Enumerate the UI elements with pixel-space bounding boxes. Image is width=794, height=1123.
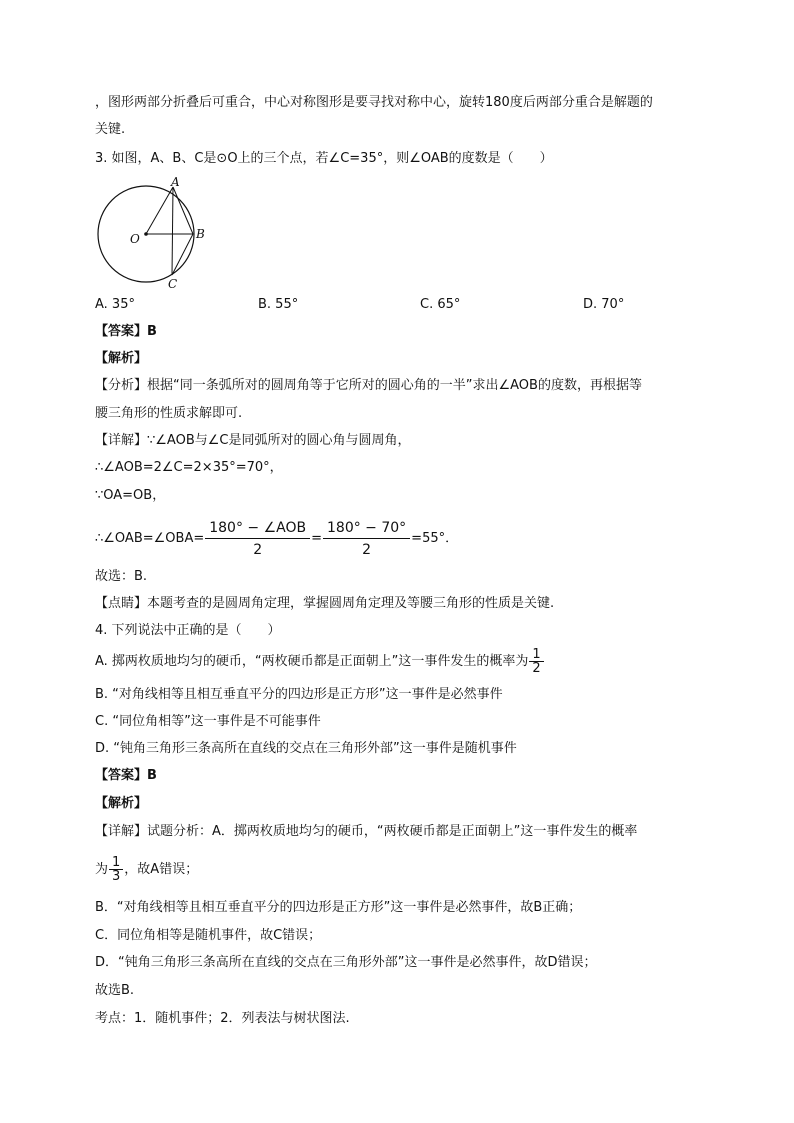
- q4-option-b: B. “对角线相等且相互垂直平分的四边形是正方形”这一事件是必然事件: [95, 687, 503, 702]
- q3-fraction-2-numerator: 180° − 70°: [323, 521, 410, 539]
- q3-fraction-1-denominator: 2: [253, 541, 263, 558]
- segment-ab: [173, 187, 193, 234]
- q3-stem: 3. 如图，A、B、C是⊙O上的三个点，若∠C=35°，则∠OAB的度数是（ ）: [95, 151, 553, 166]
- segment-ac: [172, 187, 173, 275]
- q3-choice: 故选：B.: [95, 569, 148, 584]
- q3-equals: =: [311, 531, 322, 546]
- continuation-line-1: ，图形两部分折叠后可重合，中心对称图形是要寻找对称中心，旋转180度后两部分重合是解题的: [95, 95, 653, 110]
- q4-detail-2-numerator: 1: [109, 856, 123, 870]
- q3-fraction-1-numerator: 180° − ∠AOB: [205, 521, 310, 539]
- q4-detail-line-3: B．“对角线相等且相互垂直平分的四边形是正方形”这一事件是必然事件，故B正确；: [95, 900, 582, 915]
- q3-fraction-1: [205, 521, 310, 557]
- q3-fenxi-line-1: 【分析】根据“同一条弧所对的圆周角等于它所对的圆心角的一半”求出∠AOB的度数，再根据等: [95, 378, 642, 393]
- q4-option-a: [95, 646, 545, 678]
- label-o: O: [130, 232, 140, 246]
- q4-option-a-fraction: [529, 648, 543, 675]
- q4-option-d: D. “钝角三角形三条高所在直线的交点在三角形外部”这一事件是随机事件: [95, 741, 517, 756]
- center-point: [144, 232, 148, 236]
- q3-detail-line-2: ∴∠AOB=2∠C=2×35°=70°，: [95, 460, 283, 475]
- q4-analysis-heading: 【解析】: [95, 796, 148, 811]
- q3-option-d: D. 70°: [583, 297, 625, 312]
- q4-detail-2-fraction: [109, 856, 123, 883]
- q4-kaodian: 考点：1．随机事件；2．列表法与树状图法.: [95, 1011, 350, 1026]
- q4-option-a-numerator: 1: [529, 648, 543, 662]
- q4-choice: 故选B.: [95, 983, 135, 998]
- q3-fraction-2: [323, 521, 410, 557]
- q4-answer: 【答案】B: [95, 768, 157, 783]
- q4-option-a-text: A. 掷两枚质地均匀的硬币，“两枚硬币都是正面朝上”这一事件发生的概率为: [95, 654, 529, 669]
- q3-answer: 【答案】B: [95, 324, 157, 339]
- q4-option-c: C. “同位角相等”这一事件是不可能事件: [95, 714, 321, 729]
- segment-oa: [146, 187, 173, 234]
- continuation-line-2: 关键.: [95, 122, 126, 137]
- q4-detail-2-prefix: 为: [95, 862, 109, 877]
- q4-detail-line-5: D．“钝角三角形三条高所在直线的交点在三角形外部”这一事件是必然事件，故D错误；: [95, 955, 597, 970]
- q3-fraction-2-denominator: 2: [362, 541, 372, 558]
- q3-option-a: A. 35°: [95, 297, 135, 312]
- q3-analysis-heading: 【解析】: [95, 351, 148, 366]
- q3-comment: 【点睛】本题考查的是圆周角定理，掌握圆周角定理及等腰三角形的性质是关键.: [95, 596, 555, 611]
- q3-option-b: B. 55°: [258, 297, 299, 312]
- q3-fenxi-line-2: 腰三角形的性质求解即可.: [95, 406, 243, 421]
- q4-detail-2-denominator: 3: [112, 869, 121, 884]
- q4-detail-2-suffix: ，故A错误；: [124, 862, 199, 877]
- q4-detail-line-1: 【详解】试题分析：A．掷两枚质地均匀的硬币，“两枚硬币都是正面朝上”这一事件发生的概率: [95, 824, 638, 839]
- q4-stem: 4. 下列说法中正确的是（ ）: [95, 623, 281, 638]
- q3-eq-suffix: =55°．: [411, 531, 459, 546]
- q4-option-a-denominator: 2: [532, 661, 541, 676]
- q3-circle-figure: [94, 175, 205, 294]
- q3-eq-prefix: ∴∠OAB=∠OBA=: [95, 531, 205, 546]
- q3-option-c: C. 65°: [420, 297, 461, 312]
- label-a: A: [171, 175, 180, 189]
- q3-detail-line-3: ∵OA=OB，: [95, 488, 166, 503]
- label-c: C: [168, 277, 178, 291]
- q4-detail-line-4: C．同位角相等是随机事件，故C错误；: [95, 928, 322, 943]
- q4-detail-line-2: [95, 850, 198, 890]
- label-b: B: [196, 227, 205, 241]
- q3-detail-line-1: 【详解】∵∠AOB与∠C是同弧所对的圆心角与圆周角，: [95, 433, 411, 448]
- q3-detail-line-4: [95, 516, 458, 562]
